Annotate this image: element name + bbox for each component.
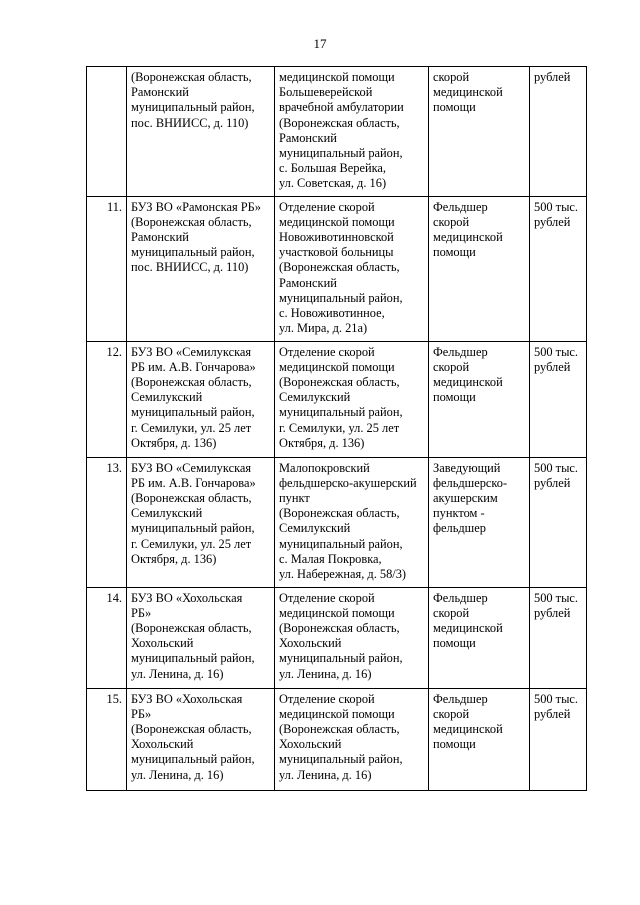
table-row (87, 587, 587, 688)
department-cell: Отделение скорой медицинской помощи Новоживотинновской участковой больницы (Воронежская область, Рамонский муниципальный район, с. Новоживотинное, ул. Мира, д. 21а) (275, 196, 429, 341)
row-number: 11. (87, 196, 127, 341)
amount-cell: 500 тыс. рублей (530, 196, 587, 341)
organization-cell: БУЗ ВО «Рамонская РБ» (Воронежская область, Рамонский муниципальный район, пос. ВНИИСС, д. 110) (127, 196, 275, 341)
row-number: 15. (87, 688, 127, 790)
department-cell: Малопокровский фельдшерско-акушерский пункт (Воронежская область, Семилукский муниципальный район, с. Малая Покровка, ул. Набережная, д. 58/3) (275, 457, 429, 587)
amount-cell: 500 тыс. рублей (530, 587, 587, 688)
amount-cell: 500 тыс. рублей (530, 341, 587, 457)
department-cell: Отделение скорой медицинской помощи (Воронежская область, Хохольский муниципальный район, ул. Ленина, д. 16) (275, 587, 429, 688)
row-number: 12. (87, 341, 127, 457)
table-row (87, 341, 587, 457)
position-cell: Фельдшер скорой медицинской помощи (429, 688, 530, 790)
amount-cell: 500 тыс. рублей (530, 688, 587, 790)
table-row (87, 457, 587, 587)
organization-cell: БУЗ ВО «Семилукская РБ им. А.В. Гончарова» (Воронежская область, Семилукский муниципальный район, г. Семилуки, ул. 25 лет Октября, д. 136) (127, 341, 275, 457)
row-number: 14. (87, 587, 127, 688)
position-cell: Фельдшер скорой медицинской помощи (429, 341, 530, 457)
page-number: 17 (313, 36, 327, 51)
row-number: 13. (87, 457, 127, 587)
amount-cell: рублей (530, 67, 587, 197)
department-cell: Отделение скорой медицинской помощи (Воронежская область, Хохольский муниципальный район, ул. Ленина, д. 16) (275, 688, 429, 790)
table-row (87, 196, 587, 341)
row-number (87, 67, 127, 197)
organization-cell: БУЗ ВО «Хохольская РБ» (Воронежская область, Хохольский муниципальный район, ул. Ленина, д. 16) (127, 688, 275, 790)
vacancy-table (86, 66, 587, 791)
department-cell: медицинской помощи Большеверейской врачебной амбулатории (Воронежская область, Рамонский муниципальный район, с. Большая Верейка, ул. Советская, д. 16) (275, 67, 429, 197)
amount-cell: 500 тыс. рублей (530, 457, 587, 587)
position-cell: Заведующий фельдшерско- акушерским пунктом - фельдшер (429, 457, 530, 587)
table-row (87, 688, 587, 790)
position-cell: Фельдшер скорой медицинской помощи (429, 587, 530, 688)
position-cell: скорой медицинской помощи (429, 67, 530, 197)
table-row (87, 67, 587, 197)
department-cell: Отделение скорой медицинской помощи (Воронежская область, Семилукский муниципальный район, г. Семилуки, ул. 25 лет Октября, д. 136) (275, 341, 429, 457)
organization-cell: БУЗ ВО «Хохольская РБ» (Воронежская область, Хохольский муниципальный район, ул. Ленина, д. 16) (127, 587, 275, 688)
organization-cell: БУЗ ВО «Семилукская РБ им. А.В. Гончарова» (Воронежская область, Семилукский муниципальный район, г. Семилуки, ул. 25 лет Октября, д. 136) (127, 457, 275, 587)
position-cell: Фельдшер скорой медицинской помощи (429, 196, 530, 341)
organization-cell: (Воронежская область, Рамонский муниципальный район, пос. ВНИИСС, д. 110) (127, 67, 275, 197)
